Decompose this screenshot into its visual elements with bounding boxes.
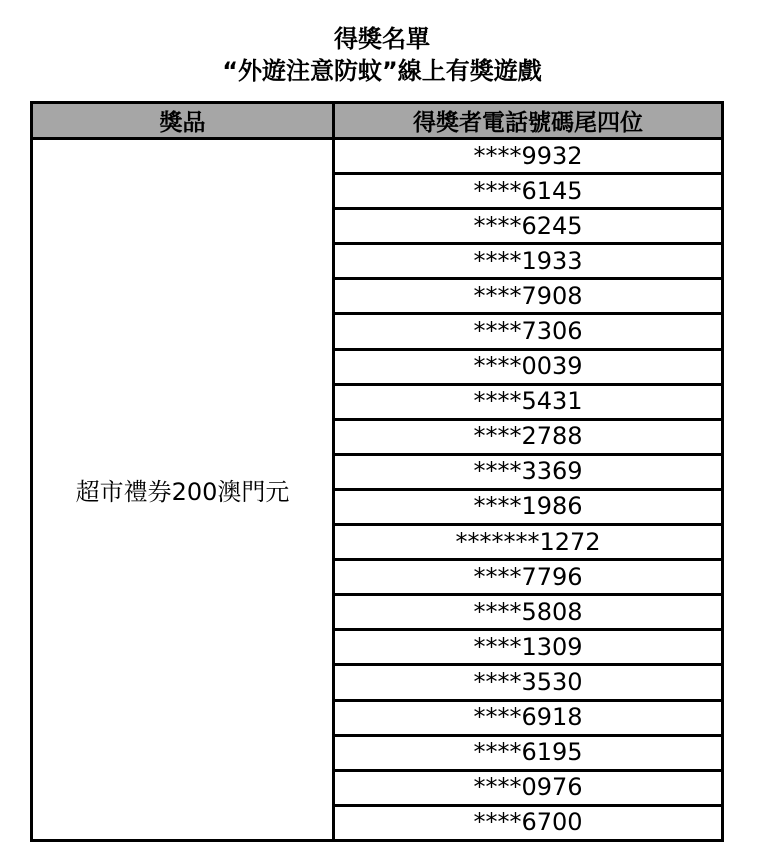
phone-cell: ****6918 xyxy=(334,700,723,735)
winners-table xyxy=(30,101,724,842)
page-subtitle: “外遊注意防蚊”線上有獎遊戲 xyxy=(222,57,542,85)
phone-cell: ****1309 xyxy=(334,630,723,665)
phone-cell: ****5808 xyxy=(334,595,723,630)
phone-cell: ****7796 xyxy=(334,560,723,595)
table-row xyxy=(32,139,723,174)
phone-cell: ****2788 xyxy=(334,419,723,454)
prize-cell: 超市禮券200澳門元 xyxy=(32,139,334,841)
phone-cell: ****6145 xyxy=(334,174,723,209)
phone-cell: ****3530 xyxy=(334,665,723,700)
phone-cell: ****6245 xyxy=(334,209,723,244)
phone-cell: ****1986 xyxy=(334,489,723,524)
phone-cell: *******1272 xyxy=(334,525,723,560)
phone-cell: ****6195 xyxy=(334,735,723,770)
header-row xyxy=(32,103,723,139)
phone-cell: ****3369 xyxy=(334,454,723,489)
phone-cell: ****7908 xyxy=(334,279,723,314)
phone-cell: ****1933 xyxy=(334,244,723,279)
phone-cell: ****6700 xyxy=(334,805,723,840)
phone-cell: ****0039 xyxy=(334,349,723,384)
phone-cell: ****5431 xyxy=(334,384,723,419)
header-prize: 獎品 xyxy=(32,103,334,139)
phone-cell: ****7306 xyxy=(334,314,723,349)
header-phone: 得獎者電話號碼尾四位 xyxy=(334,103,723,139)
phone-cell: ****9932 xyxy=(334,139,723,174)
page-title: 得獎名單 xyxy=(334,25,430,53)
phone-cell: ****0976 xyxy=(334,770,723,805)
